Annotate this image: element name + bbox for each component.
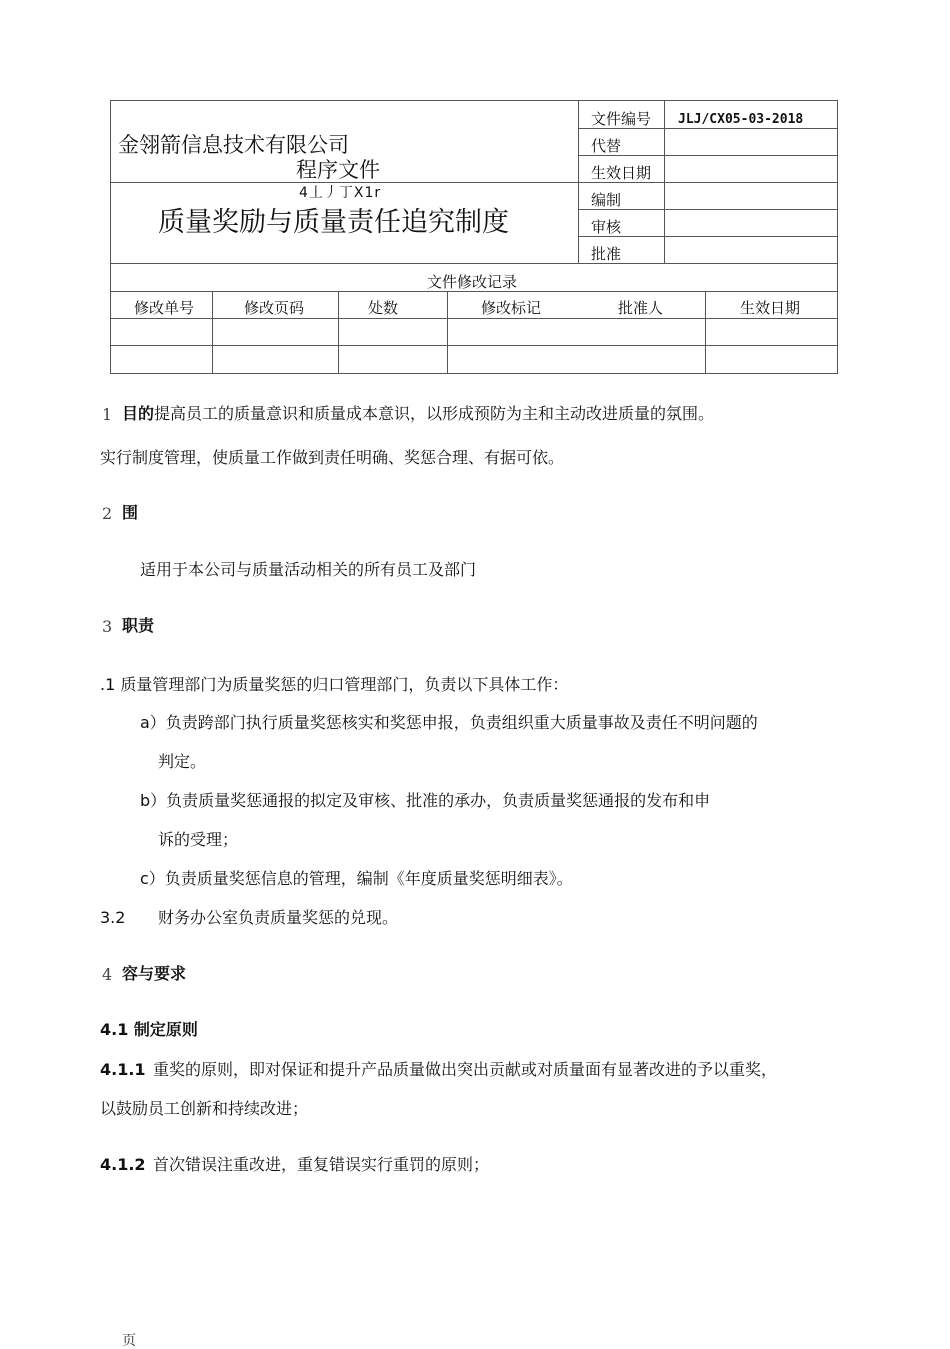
- section-number: 2: [102, 504, 113, 523]
- paragraph: 财务办公室负责质量奖惩的兑现。: [158, 908, 399, 927]
- field-row-line: [578, 236, 838, 237]
- section-heading: 目的: [122, 404, 155, 423]
- clause-number: 4.1.1: [100, 1060, 146, 1079]
- field-value-doc-number: JLJ/CX05-03-2018: [678, 112, 804, 127]
- field-row-line: [578, 209, 838, 210]
- field-label-effective-date: 生效日期: [591, 164, 652, 182]
- document-title: 质量奖励与质量责任追究制度: [158, 207, 509, 238]
- revision-col-header: 批准人: [618, 299, 664, 317]
- revision-row-line: [110, 318, 838, 319]
- field-row-line: [578, 155, 838, 156]
- section-heading: 容与要求: [122, 964, 187, 983]
- header-bottom-line: [110, 263, 838, 264]
- section-number: 4: [102, 965, 113, 984]
- revision-row-line: [110, 291, 838, 292]
- field-label-reviewed: 审核: [591, 218, 622, 236]
- section-heading: 职责: [122, 616, 155, 635]
- section-number: 1: [102, 405, 113, 424]
- paragraph: .1 质量管理部门为质量奖惩的归口管理部门，负责以下具体工作：: [100, 675, 569, 694]
- paragraph: 适用于本公司与质量活动相关的所有员工及部门: [140, 560, 477, 579]
- revision-col-line: [338, 291, 339, 374]
- paragraph: 实行制度管理，使质量工作做到责任明确、奖惩合理、有据可依。: [100, 448, 565, 467]
- revision-col-header: 修改标记: [481, 299, 542, 317]
- company-name: 金翎箭信息技术有限公司: [118, 133, 349, 157]
- garbled-text: 4丄丿丁X1r: [299, 185, 382, 201]
- section-1-line: [122, 406, 714, 422]
- revision-col-header: 修改单号: [134, 299, 195, 317]
- table-border-left: [110, 100, 111, 374]
- page-footer-glyph: 页: [122, 1333, 136, 1349]
- section-text: 提高员工的质量意识和质量成本意识，以形成预防为主和主动改进质量的氛围。: [154, 404, 715, 423]
- list-item-continuation: 诉的受理；: [158, 830, 239, 849]
- paragraph: 首次错误注重改进，重复错误实行重罚的原则；: [153, 1155, 490, 1174]
- field-label-prepared: 编制: [591, 191, 622, 209]
- list-item: a）负责跨部门执行质量奖惩核实和奖惩申报，负责组织重大质量事故及责任不明问题的: [140, 713, 758, 732]
- field-row-line: [578, 128, 838, 129]
- section-number: 3.2: [100, 908, 126, 927]
- field-row-line: [578, 182, 838, 183]
- revision-record-title: 文件修改记录: [427, 273, 518, 291]
- paragraph-continuation: 以鼓励员工创新和持续改进；: [100, 1099, 309, 1118]
- revision-col-line: [705, 291, 706, 374]
- doc-type: 程序文件: [296, 158, 380, 182]
- section-number: 3: [102, 617, 113, 636]
- table-border-top: [110, 100, 838, 101]
- list-item-continuation: 判定。: [158, 752, 207, 771]
- subsection-heading: 4.1 制定原则: [100, 1020, 198, 1039]
- field-label-replace: 代替: [591, 137, 622, 155]
- list-item: b）负责质量奖惩通报的拟定及审核、批准的承办，负责质量奖惩通报的发布和申: [140, 791, 711, 810]
- revision-col-header: 生效日期: [740, 299, 801, 317]
- field-label-approved: 批准: [591, 245, 622, 263]
- revision-col-header: 处数: [368, 299, 399, 317]
- table-border-right: [837, 100, 838, 374]
- paragraph: 重奖的原则，即对保证和提升产品质量做出突出贡献或对质量面有显著改进的予以重奖，: [153, 1060, 778, 1079]
- revision-row-line: [110, 345, 838, 346]
- table-border-bottom: [110, 373, 838, 374]
- revision-col-header: 修改页码: [244, 299, 305, 317]
- field-label-doc-number: 文件编号: [591, 110, 652, 128]
- revision-col-line: [447, 291, 448, 374]
- header-divider: [110, 182, 578, 183]
- revision-col-line: [212, 291, 213, 374]
- list-item: c）负责质量奖惩信息的管理，编制《年度质量奖惩明细表》。: [140, 869, 573, 888]
- section-heading: 围: [122, 503, 139, 522]
- clause-number: 4.1.2: [100, 1155, 146, 1174]
